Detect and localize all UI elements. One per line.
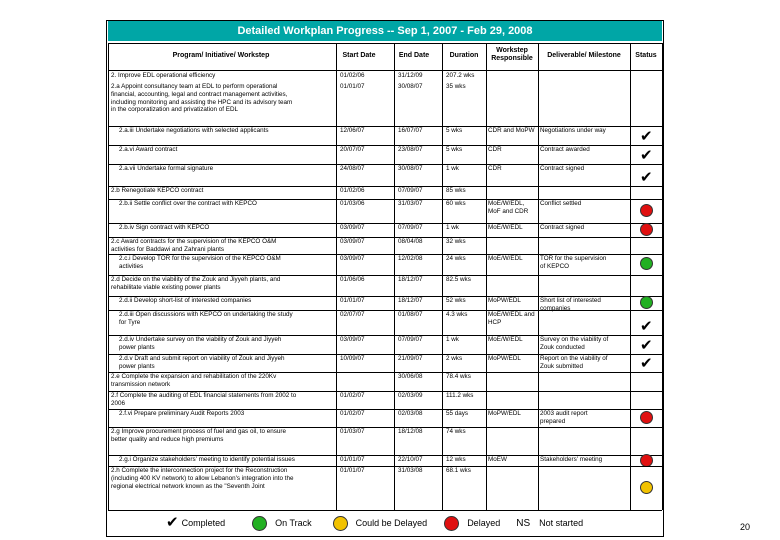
- end-date: 07/09/07: [398, 224, 423, 231]
- duration: 5 wks: [446, 146, 463, 153]
- end-date: 31/03/07: [398, 200, 423, 207]
- task-text: 2.c Award contracts for the supervision of the KEPCO O&M: [111, 238, 277, 245]
- header-milestone: Deliverable/ Milestone: [547, 52, 621, 59]
- start-date: 10/09/07: [340, 355, 365, 362]
- responsible: MoPW/EDL: [488, 297, 521, 304]
- duration: 35 wks: [446, 83, 466, 90]
- legend-delayed-label: Delayed: [467, 518, 501, 528]
- checkmark-icon: ✔: [640, 318, 653, 335]
- responsible: MoE/W/EDL: [488, 255, 523, 262]
- row-divider: [108, 70, 662, 71]
- task-text: rehabilitate viable existing power plants: [111, 283, 221, 291]
- end-date: 02/03/08: [398, 410, 423, 417]
- green-dot-icon: [252, 516, 267, 531]
- start-date: 12/06/07: [340, 127, 365, 134]
- start-date: 01/02/07: [340, 392, 365, 399]
- task-text: 2.b Renegotiate KEPCO contract: [111, 187, 204, 194]
- task-text: better quality and reduce high premiums: [111, 435, 224, 443]
- header-status: Status: [635, 52, 657, 59]
- task-text: 2.d Decide on the viability of the Zouk and Jiyyeh plants, and: [111, 276, 281, 283]
- task-text: 2.f Complete the auditing of EDL financial statements from 2002 to: [111, 392, 297, 399]
- column-divider: [486, 43, 487, 510]
- milestone: Stakeholders' meeting: [540, 456, 603, 463]
- legend-couldbedelayed-label: Could be Delayed: [355, 518, 428, 528]
- task-text: 2.g.i Organize stakeholders' meeting to identify potential issues: [119, 456, 295, 463]
- start-date: 01/01/07: [340, 83, 365, 90]
- duration: 4.3 wks: [446, 311, 468, 318]
- status-indicator: [640, 204, 653, 217]
- duration: 5 wks: [446, 127, 463, 134]
- responsible: MoPW/EDL: [488, 410, 521, 417]
- red-dot-icon: [444, 516, 459, 531]
- task-text: (including 400 KV network) to allow Lebanon's integration into the: [111, 474, 294, 482]
- status-indicator: [640, 128, 653, 146]
- header-start: Start Date: [342, 52, 376, 59]
- end-date: 30/08/07: [398, 165, 423, 172]
- end-date: 30/08/07: [398, 83, 423, 90]
- milestone: prepared: [540, 417, 566, 425]
- status-indicator: [640, 355, 653, 373]
- ns-symbol: NS: [516, 517, 531, 529]
- milestone: Zouk submitted: [540, 362, 584, 370]
- end-date: 08/04/08: [398, 238, 423, 245]
- milestone: 2003 audit report: [540, 410, 588, 417]
- status-indicator: [640, 296, 653, 309]
- red-dot-icon: [640, 223, 653, 236]
- red-dot-icon: [640, 411, 653, 424]
- task-text: 2.a.vii Undertake formal signature: [119, 165, 214, 172]
- task-text: power plants: [119, 343, 155, 351]
- column-divider: [108, 43, 109, 510]
- legend-ontrack-label: On Track: [275, 518, 312, 528]
- task-text: 2006: [111, 399, 126, 407]
- task-text: 2. Improve EDL operational efficiency: [111, 72, 216, 79]
- duration: 1 wk: [446, 336, 459, 343]
- status-indicator: [640, 257, 653, 270]
- checkmark-icon: ✔: [640, 355, 653, 372]
- start-date: 01/01/07: [340, 297, 365, 304]
- end-date: 23/08/07: [398, 146, 423, 153]
- end-date: 12/02/08: [398, 255, 423, 262]
- end-date: 31/03/08: [398, 467, 423, 474]
- task-text: 2.g Improve procurement process of fuel and gas oil, to ensure: [111, 428, 287, 435]
- start-date: 03/09/07: [340, 238, 365, 245]
- header-end: End Date: [398, 52, 430, 59]
- end-date: 07/09/07: [398, 336, 423, 343]
- page-title: Detailed Workplan Progress -- Sep 1, 2007 - Feb 29, 2008: [108, 21, 662, 41]
- task-text: for Tyre: [119, 318, 141, 326]
- task-text: including monitoring and assisting the HPC and its advisory team: [111, 98, 293, 106]
- duration: 1 wk: [446, 165, 459, 172]
- task-text: 2.a.iii Undertake negotiations with selected applicants: [119, 127, 269, 134]
- task-text: 2.c.i Develop TOR for the supervision of the KEPCO O&M: [119, 255, 281, 262]
- task-text: 2.f.vi Prepare preliminary Audit Reports 2003: [119, 410, 245, 417]
- status-indicator: [640, 411, 653, 424]
- duration: 32 wks: [446, 238, 466, 245]
- task-text: financial, accounting, legal and contract management activities,: [111, 90, 288, 98]
- status-indicator: [640, 481, 653, 494]
- legend-couldbedelayed: [333, 516, 428, 531]
- header-duration: Duration: [449, 52, 479, 59]
- responsible: MoE/W/EDL,: [488, 200, 525, 207]
- duration: 55 days: [446, 410, 469, 417]
- end-date: 07/09/07: [398, 187, 423, 194]
- start-date: 01/01/07: [340, 467, 365, 474]
- milestone: Report on the viability of: [540, 355, 608, 362]
- status-indicator: [640, 147, 653, 165]
- task-text: activities: [119, 262, 144, 270]
- checkmark-icon: ✔: [166, 514, 179, 531]
- duration: 68.1 wks: [446, 467, 471, 474]
- milestone: TOR for the supervision: [540, 255, 607, 262]
- green-dot-icon: [640, 257, 653, 270]
- end-date: 22/10/07: [398, 456, 423, 463]
- duration: 74 wks: [446, 428, 466, 435]
- task-text: 2.b.ii Settle conflict over the contract with KEPCO: [119, 200, 257, 207]
- milestone: Negotiations under way: [540, 127, 606, 134]
- duration: 2 wks: [446, 355, 463, 362]
- green-dot-icon: [640, 296, 653, 309]
- responsible: CDR and MoPW: [488, 127, 535, 134]
- checkmark-icon: ✔: [640, 169, 653, 186]
- legend-ontrack: [252, 516, 312, 531]
- duration: 82.5 wks: [446, 276, 471, 283]
- start-date: 01/01/07: [340, 456, 365, 463]
- task-text: 2.d.iii Open discussions with KEPCO on undertaking the study: [119, 311, 293, 318]
- duration: 78.4 wks: [446, 373, 471, 380]
- milestone: of KEPCO: [540, 262, 570, 270]
- end-date: 31/12/09: [398, 72, 423, 79]
- end-date: 16/07/07: [398, 127, 423, 134]
- responsible: CDR: [488, 165, 502, 172]
- start-date: 01/03/07: [340, 428, 365, 435]
- column-divider: [630, 43, 631, 510]
- duration: 24 wks: [446, 255, 466, 262]
- responsible: CDR: [488, 146, 502, 153]
- legend-notstarted-label: Not started: [539, 518, 584, 528]
- milestone: companies: [540, 304, 571, 312]
- task-text: 2.a.vi Award contract: [119, 146, 178, 153]
- duration: 52 wks: [446, 297, 466, 304]
- duration: 111.2 wks: [446, 392, 474, 399]
- end-date: 18/12/08: [398, 428, 423, 435]
- milestone: Zouk conducted: [540, 343, 585, 351]
- milestone: Contract awarded: [540, 146, 590, 153]
- legend-notstarted: [516, 518, 583, 529]
- milestone: Short list of interested: [540, 297, 601, 304]
- start-date: 01/02/07: [340, 410, 365, 417]
- responsible: MoPW/EDL: [488, 355, 521, 362]
- status-indicator: [640, 337, 653, 355]
- task-text: 2.b.iv Sign contract with KEPCO: [119, 224, 210, 231]
- duration: 60 wks: [446, 200, 466, 207]
- responsible: MoE/W/EDL: [488, 336, 523, 343]
- milestone: Survey on the viability of: [540, 336, 609, 343]
- column-divider: [538, 43, 539, 510]
- page-number: 20: [739, 522, 750, 532]
- row-divider: [108, 43, 662, 44]
- end-date: 18/12/07: [398, 276, 423, 283]
- checkmark-icon: ✔: [640, 337, 653, 354]
- start-date: 03/09/07: [340, 255, 365, 262]
- duration: 1 wk: [446, 224, 459, 231]
- start-date: 01/02/06: [340, 72, 365, 79]
- task-text: 2.e Complete the expansion and rehabilitation of the 220Kv: [111, 373, 277, 380]
- legend-completed-label: Completed: [181, 518, 226, 528]
- column-divider: [394, 43, 395, 510]
- duration: 85 wks: [446, 187, 466, 194]
- end-date: 02/03/09: [398, 392, 423, 399]
- end-date: 01/08/07: [398, 311, 423, 318]
- end-date: 30/06/08: [398, 373, 423, 380]
- start-date: 24/08/07: [340, 165, 365, 172]
- header-program: Program/ Initiative/ Workstep: [172, 52, 270, 59]
- start-date: 01/03/06: [340, 200, 365, 207]
- task-text: regional electrical network known as the "Seventh Joint: [111, 482, 265, 490]
- task-text: 2.a Appoint consultancy team at EDL to perform operational: [111, 83, 278, 90]
- red-dot-icon: [640, 204, 653, 217]
- responsible: MoE/W/EDL: [488, 224, 523, 231]
- checkmark-icon: ✔: [640, 128, 653, 145]
- task-text: 2.d.v Draft and submit report on viability of Zouk and Jiyyeh: [119, 355, 285, 362]
- status-indicator: [640, 318, 653, 336]
- column-divider: [662, 43, 663, 510]
- duration: 207.2 wks: [446, 72, 475, 79]
- column-divider: [442, 43, 443, 510]
- legend-delayed: [444, 516, 500, 531]
- start-date: 20/07/07: [340, 146, 365, 153]
- milestone: Contract signed: [540, 224, 585, 231]
- task-text: 2.d.ii Develop short-list of interested companies: [119, 297, 252, 304]
- milestone: Contract signed: [540, 165, 585, 172]
- legend: [166, 510, 583, 536]
- yellow-dot-icon: [640, 481, 653, 494]
- responsible: MoEW: [488, 456, 507, 463]
- end-date: 18/12/07: [398, 297, 423, 304]
- yellow-dot-icon: [333, 516, 348, 531]
- start-date: 01/02/06: [340, 187, 365, 194]
- header-responsible: Workstep Responsible: [491, 47, 533, 62]
- duration: 12 wks: [446, 456, 466, 463]
- task-text: 2.h Complete the interconnection project for the Reconstruction: [111, 467, 288, 474]
- checkmark-icon: ✔: [640, 147, 653, 164]
- status-indicator: [640, 169, 653, 187]
- task-text: in the corporatization and privatization of EDL: [111, 106, 239, 114]
- start-date: 02/07/07: [340, 311, 365, 318]
- task-text: 2.d.iv Undertake survey on the viability of Zouk and Jiyyeh: [119, 336, 282, 343]
- end-date: 21/09/07: [398, 355, 423, 362]
- start-date: 01/06/06: [340, 276, 365, 283]
- responsible: MoF and CDR: [488, 207, 529, 215]
- start-date: 03/09/07: [340, 224, 365, 231]
- task-text: power plants: [119, 362, 155, 370]
- task-text: transmission network: [111, 380, 171, 388]
- responsible: MoE/W/EDL and: [488, 311, 535, 318]
- status-indicator: [640, 223, 653, 236]
- task-text: activities for Baddawi and Zahrani plants: [111, 245, 225, 253]
- start-date: 03/09/07: [340, 336, 365, 343]
- legend-completed: [166, 516, 225, 530]
- milestone: Conflict settled: [540, 200, 582, 207]
- responsible: HCP: [488, 318, 502, 326]
